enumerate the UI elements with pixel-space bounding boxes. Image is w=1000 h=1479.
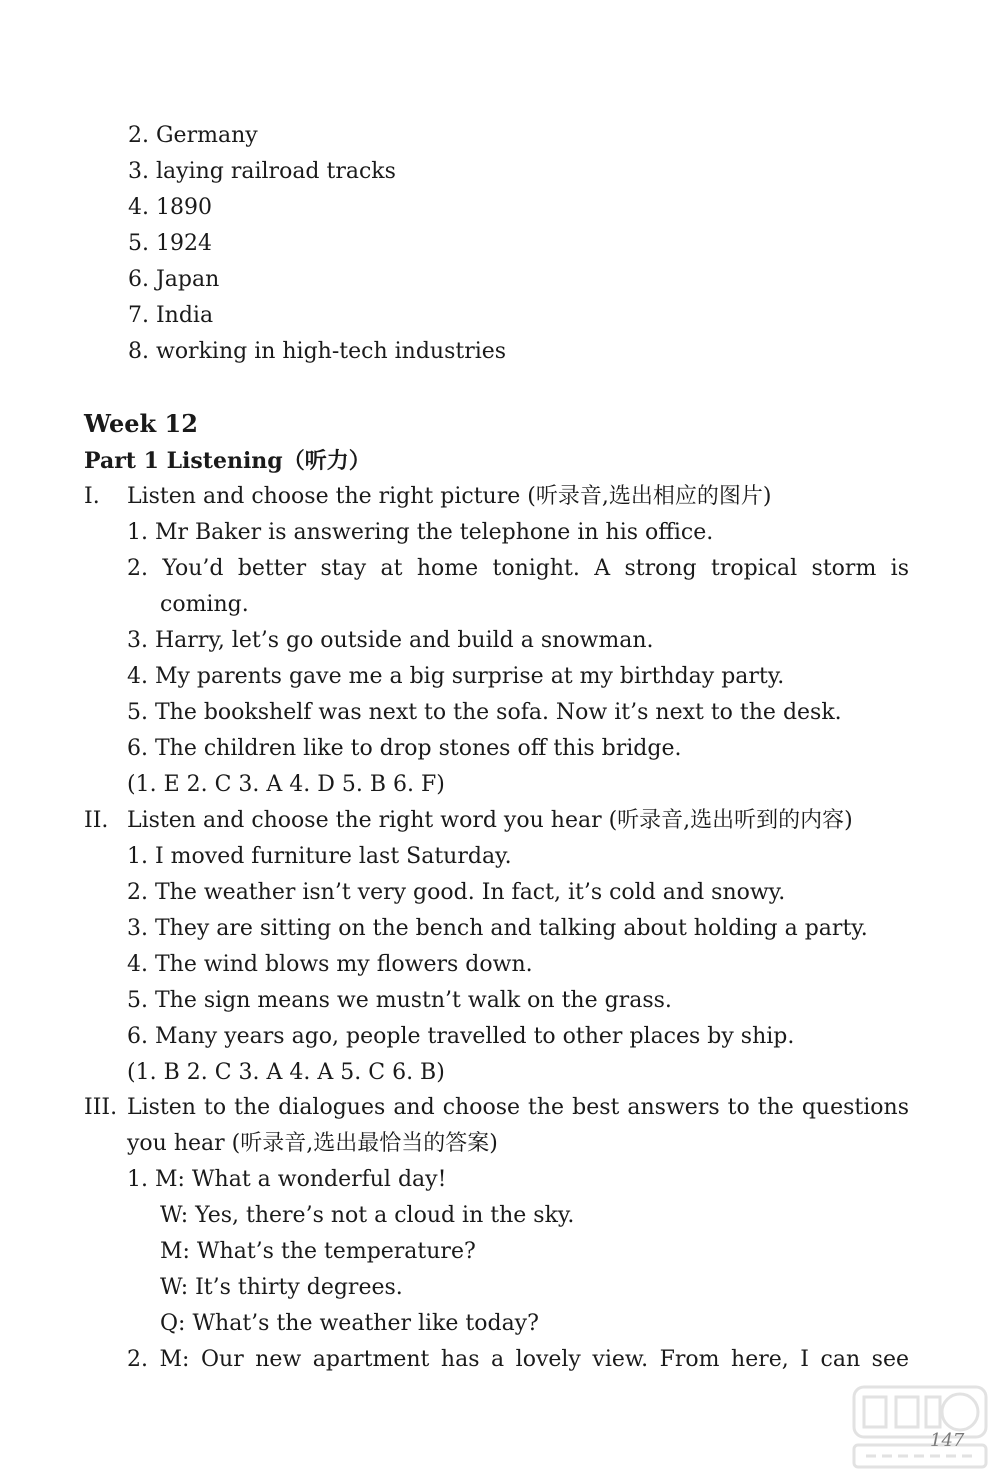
section-title: Listen and choose the right picture (听录音,选出相应的图片)	[127, 484, 772, 509]
list-item: 3. Harry, let’s go outside and build a snowman.	[127, 628, 654, 653]
list-item: 2. Germany	[128, 123, 258, 148]
watermark-logo	[850, 1383, 990, 1471]
dialogue-line: W: Yes, there’s not a cloud in the sky.	[160, 1203, 575, 1228]
list-item: 5. The bookshelf was next to the sofa. Now it’s next to the desk.	[127, 700, 842, 725]
list-item-continuation: coming.	[160, 592, 249, 617]
section-number: II.	[84, 808, 109, 833]
part-title: Part 1 Listening（听力）	[84, 448, 371, 474]
answer-key: (1. E 2. C 3. A 4. D 5. B 6. F)	[127, 772, 445, 797]
list-item: 4. My parents gave me a big surprise at my birthday party.	[127, 664, 785, 689]
list-item: 5. The sign means we mustn’t walk on the grass.	[127, 988, 672, 1013]
list-item: 1. Mr Baker is answering the telephone in his office.	[127, 520, 714, 545]
list-item: 5. 1924	[128, 231, 212, 256]
answer-key: (1. B 2. C 3. A 4. A 5. C 6. B)	[127, 1060, 445, 1085]
list-item: 4. The wind blows my flowers down.	[127, 952, 533, 977]
page-number: 147	[930, 1430, 965, 1451]
list-item: 3. laying railroad tracks	[128, 159, 396, 184]
list-item: 2. You’d better stay at home tonight. A strong tropical storm is	[127, 556, 909, 581]
list-item: 4. 1890	[128, 195, 212, 220]
dialogue-line: W: It’s thirty degrees.	[160, 1275, 403, 1300]
list-item: 1. I moved furniture last Saturday.	[127, 844, 512, 869]
list-item: 6. The children like to drop stones off this bridge.	[127, 736, 682, 761]
dialogue-line: 1. M: What a wonderful day!	[127, 1167, 447, 1192]
section-title-continuation: you hear (听录音,选出最恰当的答案)	[127, 1131, 498, 1156]
list-item: 8. working in high-tech industries	[128, 339, 507, 364]
dialogue-question: Q: What’s the weather like today?	[160, 1311, 539, 1336]
section-title: Listen and choose the right word you hear (听录音,选出听到的内容)	[127, 808, 853, 833]
list-item: 6. Japan	[128, 267, 220, 292]
list-item: 6. Many years ago, people travelled to other places by ship.	[127, 1024, 795, 1049]
list-item: 2. The weather isn’t very good. In fact, it’s cold and snowy.	[127, 880, 786, 905]
list-item: 3. They are sitting on the bench and talking about holding a party.	[127, 916, 868, 941]
list-item: 7. India	[128, 303, 214, 328]
section-number: III.	[84, 1095, 118, 1120]
section-title: Listen to the dialogues and choose the best answers to the questions	[127, 1095, 909, 1120]
dialogue-line: 2. M: Our new apartment has a lovely view. From here, I can see	[127, 1347, 909, 1372]
dialogue-line: M: What’s the temperature?	[160, 1239, 476, 1264]
week-title: Week 12	[84, 409, 198, 438]
section-number: I.	[84, 484, 100, 509]
